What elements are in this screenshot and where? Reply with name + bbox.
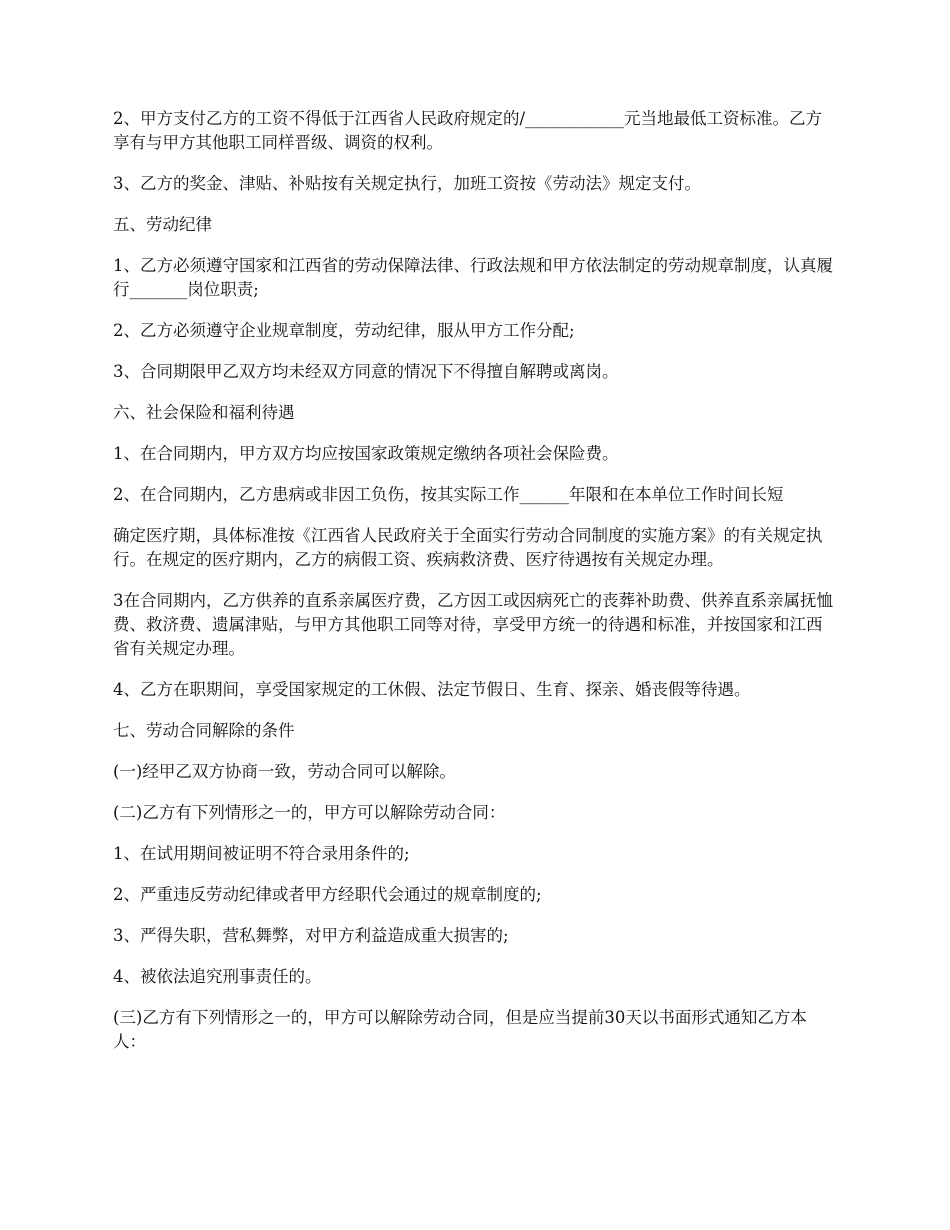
paragraph-termination-1: 1、在试用期间被证明不符合录用条件的; (113, 844, 410, 863)
paragraph-wage-minimum: 2、甲方支付乙方的工资不得低于江西省人民政府规定的/____________元当地最低工资标准。乙方享有与甲方其他职工同样晋级、调资的权利。 (113, 109, 823, 152)
paragraph-termination-4: 4、被依法追究刑事责任的。 (113, 967, 322, 986)
paragraph-termination-notice: (三)乙方有下列情形之一的，甲方可以解除劳动合同，但是应当提前30天以书面形式通知乙方本人： (113, 1008, 807, 1051)
paragraph-discipline-3: 3、合同期限甲乙双方均未经双方同意的情况下不得擅自解聘或离岗。 (113, 362, 619, 381)
paragraph-termination-2: 2、严重违反劳动纪律或者甲方经职代会通过的规章制度的; (113, 885, 542, 904)
paragraph-discipline-1: 1、乙方必须遵守国家和江西省的劳动保障法律、行政法规和甲方依法制定的劳动规章制度，认真履行_______岗位职责; (113, 256, 833, 299)
paragraph-discipline-2: 2、乙方必须遵守企业规章制度，劳动纪律，服从甲方工作分配; (113, 321, 575, 340)
paragraph-termination-3: 3、严得失职，营私舞弊，对甲方利益造成重大损害的; (113, 926, 509, 945)
paragraph-bonus: 3、乙方的奖金、津贴、补贴按有关规定执行，加班工资按《劳动法》规定支付。 (113, 174, 701, 193)
section-heading-social-insurance: 六、社会保险和福利待遇 (113, 403, 295, 422)
paragraph-insurance-1: 1、在合同期内，甲方双方均应按国家政策规定缴纳各项社会保险费。 (113, 444, 619, 463)
section-heading-labor-discipline: 五、劳动纪律 (113, 215, 212, 234)
section-heading-termination: 七、劳动合同解除的条件 (113, 721, 295, 740)
paragraph-insurance-4: 4、乙方在职期间，享受国家规定的工休假、法定节假日、生育、探亲、婚丧假等待遇。 (113, 680, 751, 699)
paragraph-termination-mutual: (一)经甲乙双方协商一致，劳动合同可以解除。 (113, 762, 456, 781)
paragraph-insurance-3: 3在合同期内，乙方供养的直系亲属医疗费，乙方因工或因病死亡的丧葬补助费、供养直系亲属抚恤费、救济费、遗属津贴，与甲方其他职工同等对待，享受甲方统一的待遇和标准，并按国家和江西省有关规定办理。 (113, 591, 833, 658)
paragraph-medical-period: 确定医疗期，具体标准按《江西省人民政府关于全面实行劳动合同制度的实施方案》的有关规定执行。在规定的医疗期内，乙方的病假工资、疾病救济费、医疗待遇按有关规定办理。 (113, 526, 823, 569)
paragraph-insurance-2: 2、在合同期内，乙方患病或非因工负伤，按其实际工作______年限和在本单位工作时间长短 (113, 485, 784, 504)
document-page (113, 107, 837, 1071)
paragraph-termination-cases: (二)乙方有下列情形之一的，甲方可以解除劳动合同： (113, 803, 506, 822)
